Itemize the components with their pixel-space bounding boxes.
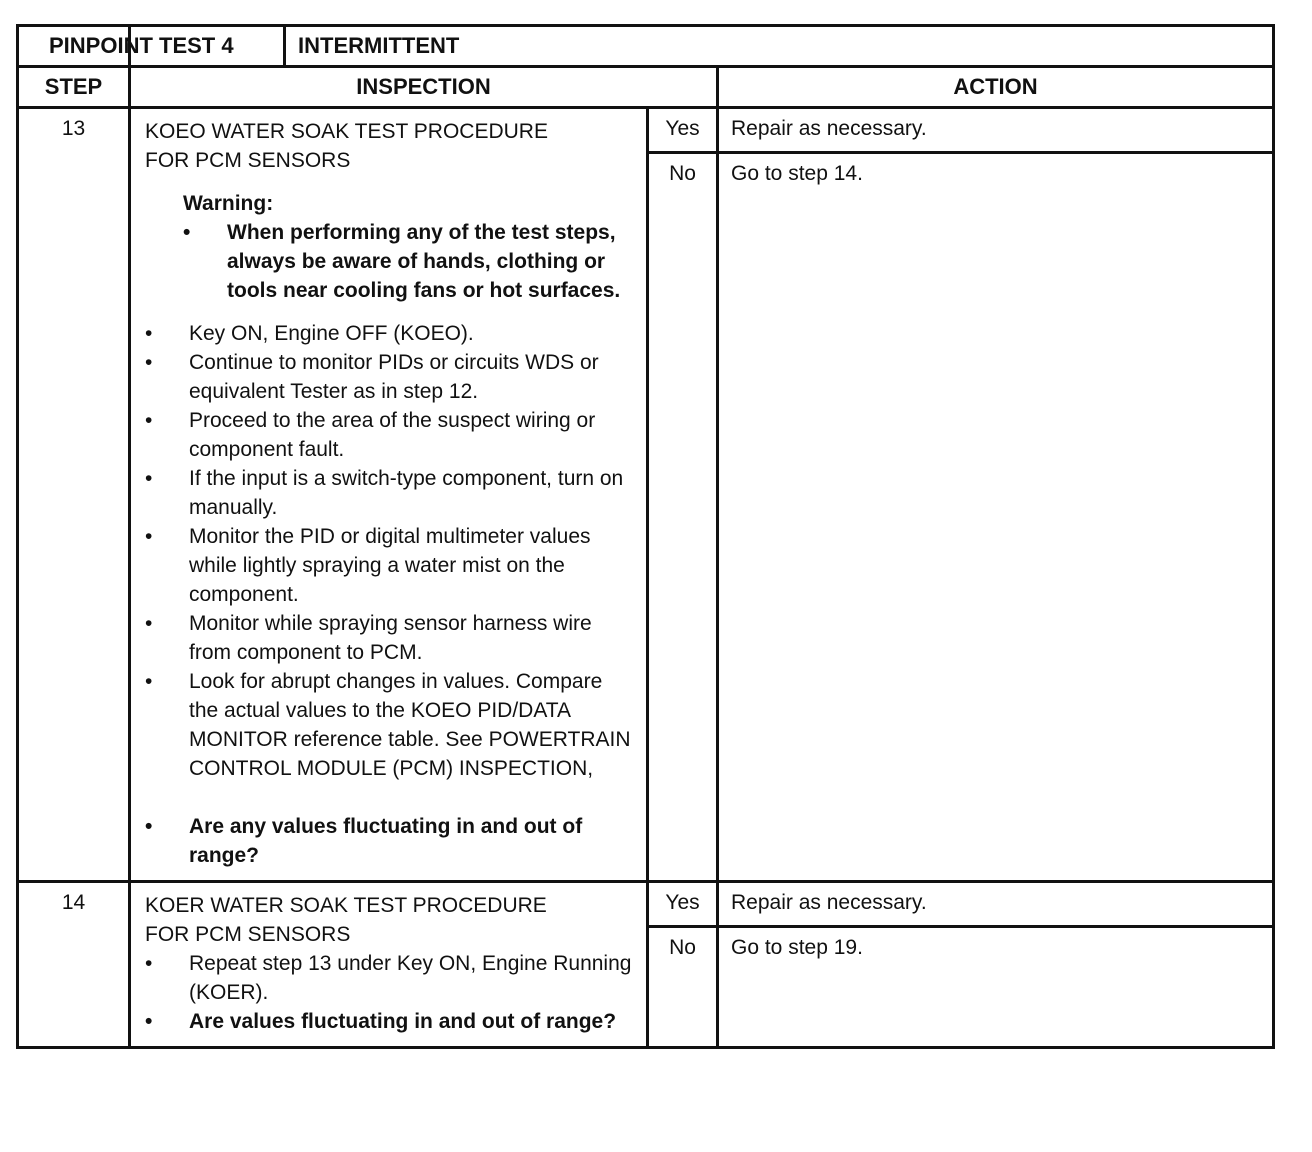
- question-text: • Are values fluctuating in and out of range?: [145, 1007, 636, 1036]
- procedure-title: KOER WATER SOAK TEST PROCEDURE FOR PCM SENSORS: [145, 894, 547, 946]
- list-item: • If the input is a switch-type component, turn on manually.: [145, 464, 636, 522]
- pinpoint-test-page: [16, 24, 1272, 1049]
- no-action: Go to step 19.: [718, 927, 1274, 1048]
- list-item: • Proceed to the area of the suspect wiring or component fault.: [145, 406, 636, 464]
- list-item: • Monitor while spraying sensor harness wire from component to PCM.: [145, 609, 636, 667]
- warning-heading: Warning:: [183, 192, 274, 215]
- title-row: [18, 26, 1274, 67]
- procedure-steps: [145, 319, 636, 783]
- procedure-title: KOEO WATER SOAK TEST PROCEDURE FOR PCM SENSORS: [145, 120, 548, 172]
- step-number: 14: [18, 882, 130, 1048]
- step-14-yes-row: [18, 882, 1274, 927]
- question-text: • Are any values fluctuating in and out of range?: [145, 812, 636, 870]
- list-item: • Key ON, Engine OFF (KOEO).: [145, 319, 636, 348]
- step-number: 13: [18, 108, 130, 882]
- inspection-column-header: INSPECTION: [130, 67, 718, 108]
- test-name-text: INTERMITTENT: [298, 33, 460, 58]
- no-label: No: [648, 153, 718, 882]
- warning-text: • When performing any of the test steps, always be aware of hands, clothing or tools near cooling fans or hot surfaces.: [183, 218, 636, 305]
- action-column-header: ACTION: [718, 67, 1274, 108]
- procedure-steps: [145, 949, 636, 1036]
- column-header-row: [18, 67, 1274, 108]
- step-13-yes-row: [18, 108, 1274, 153]
- pinpoint-test-label: [18, 26, 234, 67]
- pinpoint-test-table: [16, 24, 1275, 1049]
- list-item: • Monitor the PID or digital multimeter values while lightly spraying a water mist on the component.: [145, 522, 636, 609]
- yes-action: Repair as necessary.: [718, 882, 1274, 927]
- list-item: • Look for abrupt changes in values. Compare the actual values to the KOEO PID/DATA MONITOR reference table. See POWERTRAIN CONTROL MODULE (PCM) INSPECTION,: [145, 667, 636, 783]
- yes-label: Yes: [648, 108, 718, 153]
- no-label: No: [648, 927, 718, 1048]
- inspection-cell: [130, 108, 648, 882]
- warning-block: [183, 189, 636, 305]
- test-name-cell: [130, 26, 1274, 67]
- list-item: • Continue to monitor PIDs or circuits WDS or equivalent Tester as in step 12.: [145, 348, 636, 406]
- list-item: • Repeat step 13 under Key ON, Engine Running (KOER).: [145, 949, 636, 1007]
- pinpoint-test-text: PINPOINT TEST 4: [49, 33, 234, 58]
- inspection-cell: [130, 882, 648, 1048]
- step-column-header: STEP: [18, 67, 130, 108]
- yes-label: Yes: [648, 882, 718, 927]
- yes-action: Repair as necessary.: [718, 108, 1274, 153]
- no-action: Go to step 14.: [718, 153, 1274, 882]
